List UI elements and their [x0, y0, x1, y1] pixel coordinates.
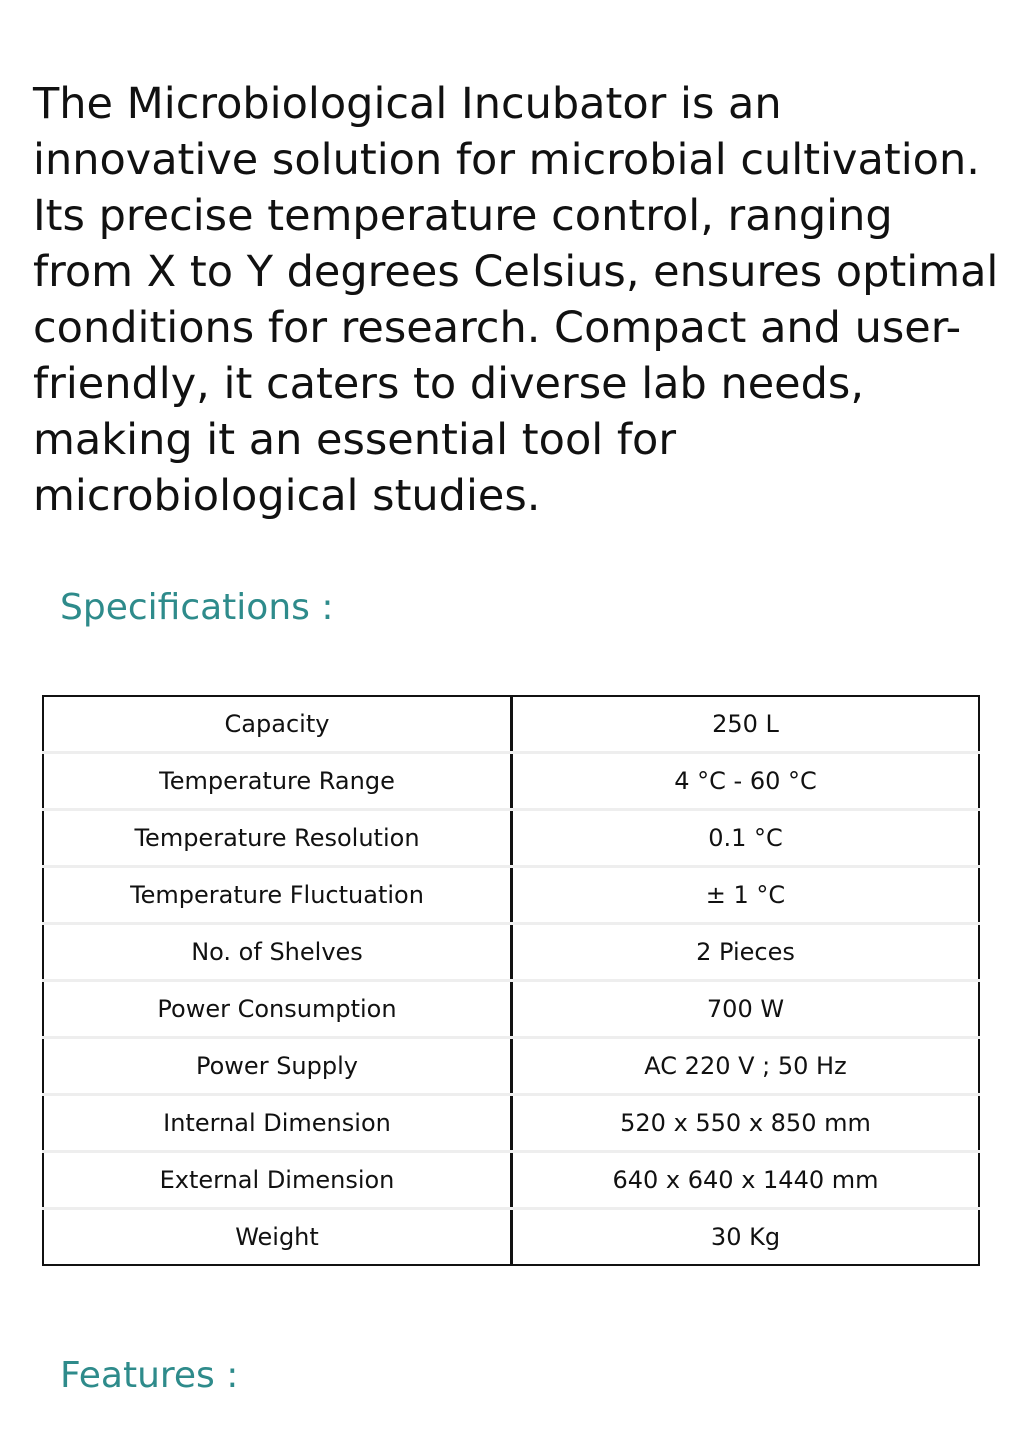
table-row — [43, 753, 979, 810]
spec-value: 0.1 °C — [512, 810, 980, 867]
spec-value: 250 L — [512, 696, 980, 753]
table-row — [43, 1095, 979, 1152]
spec-label: Temperature Range — [43, 753, 512, 810]
spec-label: Weight — [43, 1209, 512, 1266]
spec-label: Power Supply — [43, 1038, 512, 1095]
table-row — [43, 1038, 979, 1095]
spec-label: Temperature Resolution — [43, 810, 512, 867]
spec-value: 30 Kg — [710, 1223, 781, 1251]
spec-label: Internal Dimension — [43, 1095, 512, 1152]
table-row — [43, 867, 979, 924]
spec-value: 4 °C - 60 °C — [512, 753, 980, 810]
specifications-heading: Specifications : — [60, 587, 334, 628]
table-row — [43, 924, 979, 981]
spec-value: 2 Pieces — [512, 924, 980, 981]
spec-value: 640 x 640 x 1440 mm — [512, 1152, 980, 1209]
table-row — [43, 810, 979, 867]
spec-value: 520 x 550 x 850 mm — [512, 1095, 980, 1152]
spec-label: External Dimension — [43, 1152, 512, 1209]
spec-value: ± 1 °C — [512, 867, 980, 924]
spec-value: AC 220 V ; 50 Hz — [512, 1038, 980, 1095]
table-row — [43, 1152, 979, 1209]
spec-label: No. of Shelves — [43, 924, 512, 981]
table-row — [43, 981, 979, 1038]
spec-label: Power Consumption — [43, 981, 512, 1038]
spec-value: 700 W — [512, 981, 980, 1038]
table-row — [43, 1209, 979, 1266]
spec-label: Capacity — [43, 696, 512, 753]
table-row — [43, 696, 979, 753]
intro-paragraph: The Microbiological Incubator is an innovative solution for microbial cultivation. Its precise temperature control, ranging from X to Y degrees Celsius, ensures optimal conditions for research. Compact and user-friendly, it caters to diverse lab needs, making it an essential tool for microbiological studies. — [33, 79, 999, 521]
spec-label: Temperature Fluctuation — [43, 867, 512, 924]
features-heading: Features : — [60, 1355, 239, 1396]
specifications-table — [42, 695, 980, 1266]
